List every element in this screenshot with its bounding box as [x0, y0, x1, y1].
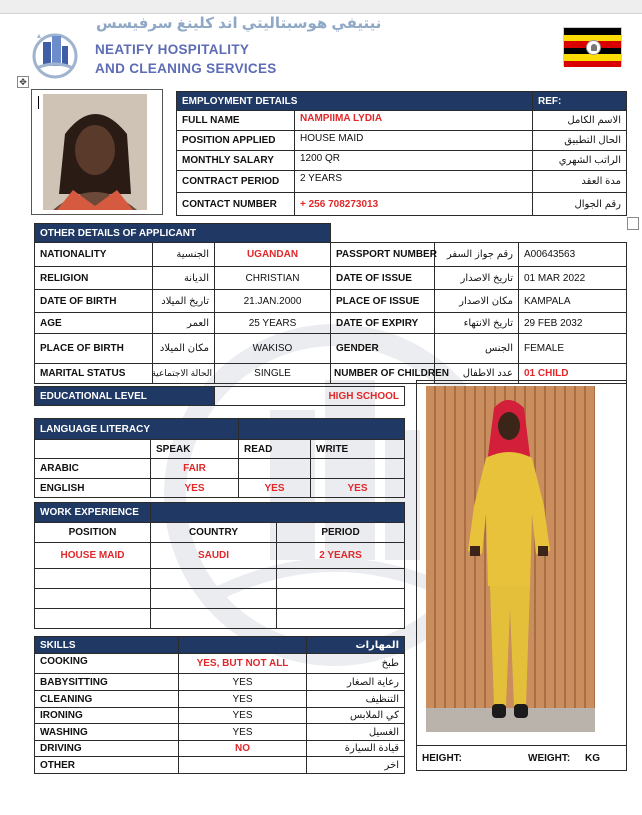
employment-details-table — [176, 91, 627, 216]
move-handle-icon[interactable]: ✥ — [17, 76, 29, 88]
full-name-arabic: الاسم الكامل — [533, 111, 627, 131]
skills-header-fill — [179, 637, 307, 654]
applicant-header: OTHER DETAILS OF APPLICANT — [35, 224, 331, 243]
table-cell — [151, 609, 277, 629]
experience-period-value: 2 YEARS — [277, 543, 405, 569]
skill-other-value — [179, 757, 307, 774]
passport-number-value: A00643563 — [519, 243, 627, 267]
window-top-strip — [0, 0, 642, 14]
skill-cleaning-value: YES — [179, 691, 307, 708]
skill-driving-arabic: قيادة السيارة — [307, 741, 405, 757]
read-column-header: READ — [239, 440, 311, 459]
date-of-expiry-arabic: تاريخ الانتهاء — [435, 313, 519, 334]
period-column-header: PERIOD — [277, 523, 405, 543]
skill-other-label: OTHER — [35, 757, 179, 774]
education-table — [34, 386, 405, 406]
skill-ironing-value: YES — [179, 708, 307, 724]
arabic-speak-value: FAIR — [151, 459, 239, 479]
skill-cooking-arabic: طبخ — [307, 654, 405, 674]
position-column-header: POSITION — [35, 523, 151, 543]
passport-number-arabic: رقم جواز السفر — [435, 243, 519, 267]
contact-number-arabic: رقم الجوال — [533, 193, 627, 216]
table-cell — [151, 569, 277, 589]
country-column-header: COUNTRY — [151, 523, 277, 543]
full-name-label: FULL NAME — [177, 111, 295, 131]
table-cell — [277, 569, 405, 589]
table-cell — [277, 589, 405, 609]
education-header: EDUCATIONAL LEVEL — [35, 387, 215, 406]
table-cell — [35, 569, 151, 589]
language-col-blank — [35, 440, 151, 459]
weight-unit: KG — [585, 753, 600, 764]
gender-label: GENDER — [331, 334, 435, 364]
applicant-full-body-photo — [426, 386, 595, 732]
date-of-issue-label: DATE OF ISSUE — [331, 267, 435, 290]
arabic-read-value — [239, 459, 311, 479]
work-experience-table — [34, 502, 405, 629]
skills-header-arabic: المهارات — [307, 637, 405, 654]
nationality-label: NATIONALITY — [35, 243, 153, 267]
english-language-label: ENGLISH — [35, 479, 151, 498]
skill-cleaning-arabic: التنظيف — [307, 691, 405, 708]
religion-arabic: الديانة — [153, 267, 215, 290]
applicant-details-table — [34, 223, 627, 384]
work-experience-header-fill — [151, 503, 405, 523]
contact-number-label: CONTACT NUMBER — [177, 193, 295, 216]
number-of-children-label: NUMBER OF CHILDREN — [331, 364, 435, 384]
skill-ironing-arabic: كي الملابس — [307, 708, 405, 724]
skill-driving-value: NO — [179, 741, 307, 757]
experience-country-value: SAUDI — [151, 543, 277, 569]
passport-number-label: PASSPORT NUMBER — [331, 243, 435, 267]
arabic-language-label: ARABIC — [35, 459, 151, 479]
applicant-header-blank — [331, 224, 627, 243]
speak-column-header: SPEAK — [151, 440, 239, 459]
age-arabic: العمر — [153, 313, 215, 334]
table-cell — [35, 609, 151, 629]
date-of-birth-label: DATE OF BIRTH — [35, 290, 153, 313]
company-name-line1: NEATIFY HOSPITALITY — [95, 42, 250, 57]
education-value: HIGH SCHOOL — [215, 387, 405, 406]
uganda-flag-icon — [563, 27, 622, 66]
skill-cooking-value: YES, BUT NOT ALL — [179, 654, 307, 674]
place-of-issue-label: PLACE OF ISSUE — [331, 290, 435, 313]
place-of-issue-value: KAMPALA — [519, 290, 627, 313]
table-cell — [35, 589, 151, 609]
number-of-children-arabic: عدد الاطفال — [435, 364, 519, 384]
nationality-value: UGANDAN — [215, 243, 331, 267]
marital-status-label: MARITAL STATUS — [35, 364, 153, 384]
contact-number-value: + 256 708273013 — [295, 193, 533, 216]
gender-value: FEMALE — [519, 334, 627, 364]
table-resize-handle[interactable] — [627, 217, 639, 230]
monthly-salary-value: 1200 QR — [295, 151, 533, 171]
english-speak-value: YES — [151, 479, 239, 498]
date-of-expiry-value: 29 FEB 2032 — [519, 313, 627, 334]
english-write-value: YES — [311, 479, 405, 498]
place-of-birth-label: PLACE OF BIRTH — [35, 334, 153, 364]
gender-arabic: الجنس — [435, 334, 519, 364]
company-arabic-name: نيتيفي هوسبتاليتي اند كلينغ سرفيسس — [96, 15, 382, 32]
date-of-birth-arabic: تاريخ الميلاد — [153, 290, 215, 313]
ref-label: REF: — [533, 92, 627, 111]
skill-ironing-label: IRONING — [35, 708, 179, 724]
english-read-value: YES — [239, 479, 311, 498]
religion-label: RELIGION — [35, 267, 153, 290]
marital-status-value: SINGLE — [215, 364, 331, 384]
date-of-issue-value: 01 MAR 2022 — [519, 267, 627, 290]
age-label: AGE — [35, 313, 153, 334]
monthly-salary-arabic: الراتب الشهري — [533, 151, 627, 171]
position-applied-label: POSITION APPLIED — [177, 131, 295, 151]
place-of-birth-value: WAKISO — [215, 334, 331, 364]
language-header-fill — [239, 419, 405, 440]
experience-position-value: HOUSE MAID — [35, 543, 151, 569]
company-name — [95, 40, 277, 78]
skill-cooking-label: COOKING — [35, 654, 179, 674]
number-of-children-value: 01 CHILD — [519, 364, 627, 384]
contract-period-label: CONTRACT PERIOD — [177, 171, 295, 193]
age-value: 25 YEARS — [215, 313, 331, 334]
weight-label: WEIGHT: — [528, 753, 571, 764]
table-cell — [277, 609, 405, 629]
skill-other-arabic: اخر — [307, 757, 405, 774]
work-experience-header: WORK EXPERIENCE — [35, 503, 151, 523]
height-weight-box — [416, 745, 627, 771]
skill-washing-label: WASHING — [35, 724, 179, 741]
full-name-value: NAMPIIMA LYDIA — [295, 111, 533, 131]
marital-status-arabic: الحالة الاجتماعية — [153, 364, 215, 384]
contract-period-value: 2 YEARS — [295, 171, 533, 193]
date-of-expiry-label: DATE OF EXPIRY — [331, 313, 435, 334]
position-applied-arabic: الحال التطبيق — [533, 131, 627, 151]
skill-babysitting-label: BABYSITTING — [35, 674, 179, 691]
building-logo-icon — [31, 28, 79, 80]
monthly-salary-label: MONTHLY SALARY — [177, 151, 295, 171]
skills-table — [34, 636, 405, 774]
religion-value: CHRISTIAN — [215, 267, 331, 290]
date-of-birth-value: 21.JAN.2000 — [215, 290, 331, 313]
skill-babysitting-value: YES — [179, 674, 307, 691]
arabic-write-value — [311, 459, 405, 479]
skill-washing-value: YES — [179, 724, 307, 741]
company-name-line2: AND CLEANING SERVICES — [95, 61, 277, 76]
height-label: HEIGHT: — [422, 753, 462, 764]
employment-header: EMPLOYMENT DETAILS — [177, 92, 533, 111]
skill-driving-label: DRIVING — [35, 741, 179, 757]
position-applied-value: HOUSE MAID — [295, 131, 533, 151]
table-cell — [151, 589, 277, 609]
date-of-issue-arabic: تاريخ الاصدار — [435, 267, 519, 290]
place-of-birth-arabic: مكان الميلاد — [153, 334, 215, 364]
language-header: LANGUAGE LITERACY — [35, 419, 239, 440]
write-column-header: WRITE — [311, 440, 405, 459]
skill-cleaning-label: CLEANING — [35, 691, 179, 708]
skill-babysitting-arabic: رعاية الصغار — [307, 674, 405, 691]
skills-header: SKILLS — [35, 637, 179, 654]
contract-period-arabic: مدة العقد — [533, 171, 627, 193]
place-of-issue-arabic: مكان الاصدار — [435, 290, 519, 313]
applicant-portrait-photo — [43, 94, 147, 210]
nationality-arabic: الجنسية — [153, 243, 215, 267]
skill-washing-arabic: الغسيل — [307, 724, 405, 741]
language-table — [34, 418, 405, 498]
